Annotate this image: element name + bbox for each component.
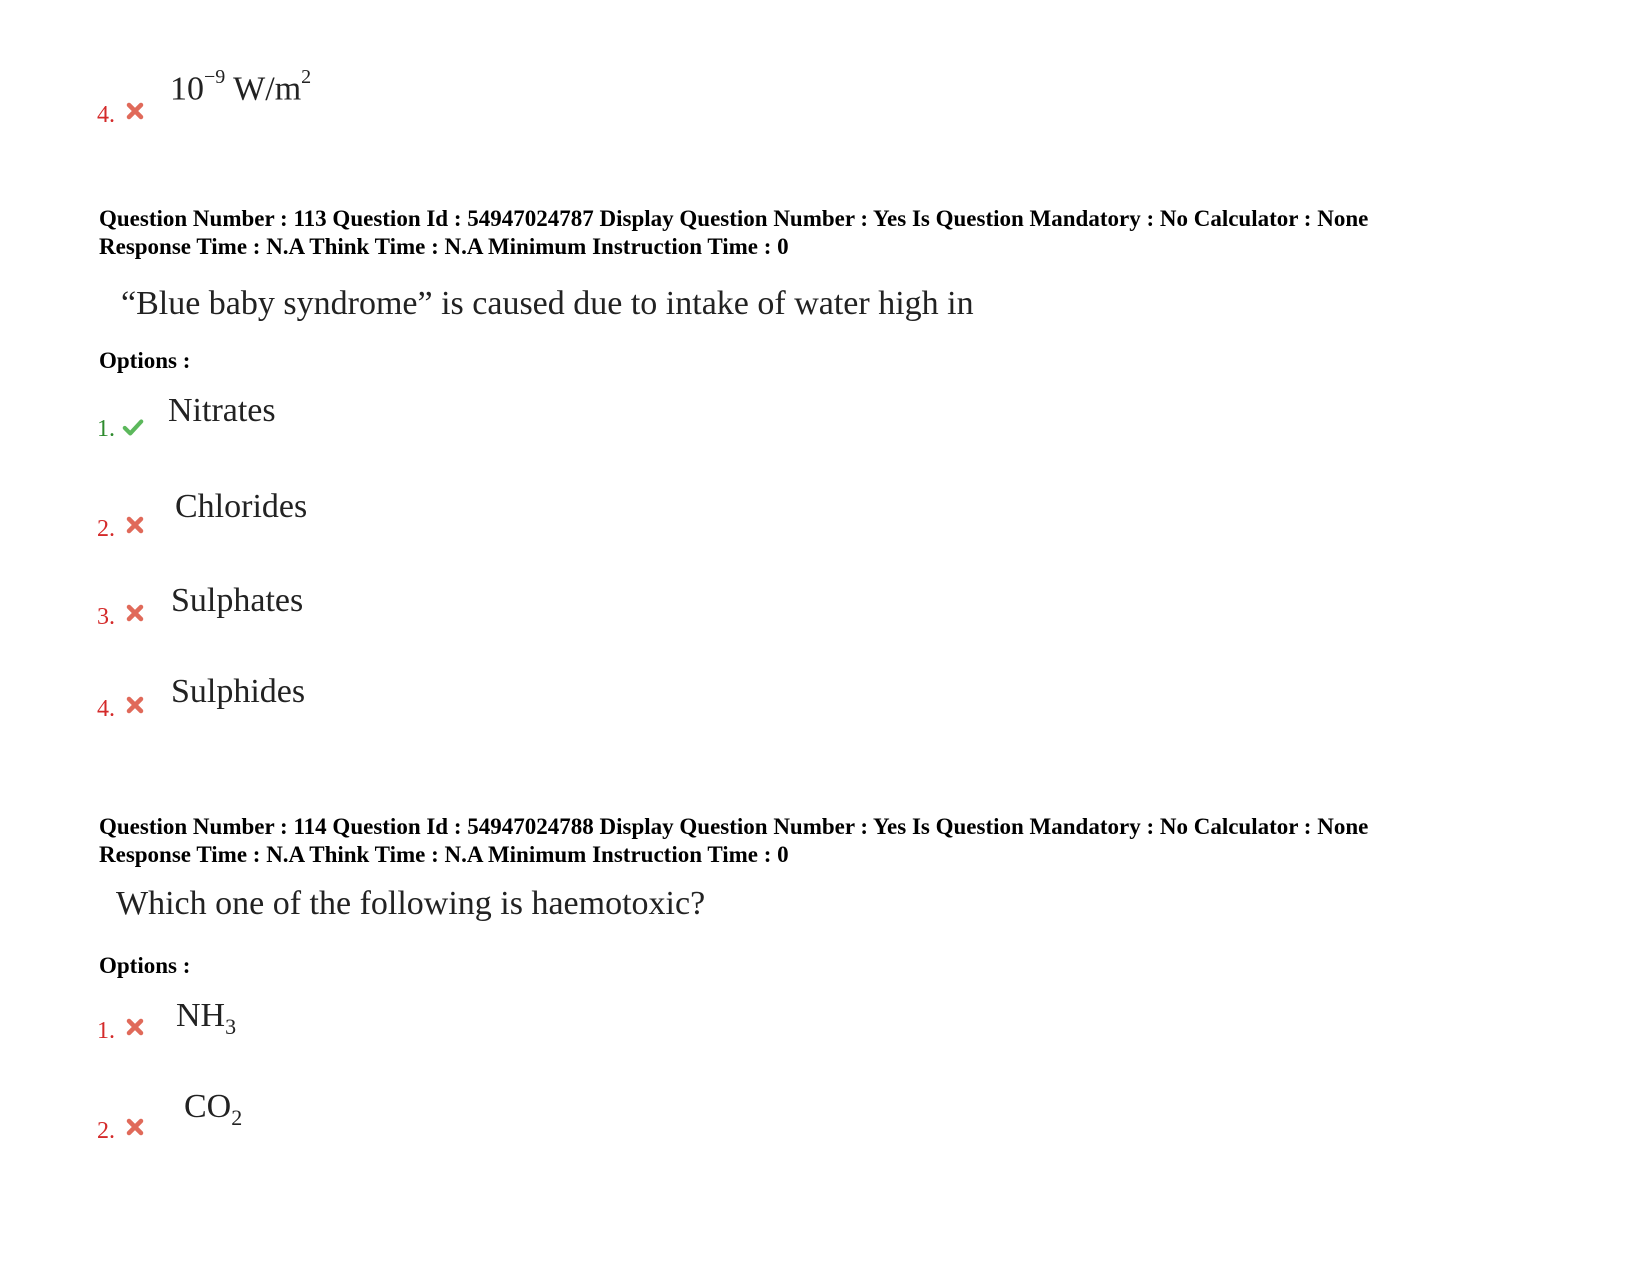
option-text: $NH_3$ <box>176 997 237 1039</box>
option-number: 4. <box>97 102 115 128</box>
option-text: Chlorides <box>175 488 308 525</box>
question-meta-line1: Question Number : 114 Question Id : 54947024788 Display Question Number : Yes Is Question Mandatory : No Calculator : None <box>99 814 1369 839</box>
option-number: 2. <box>97 516 115 542</box>
option-text: Sulphides <box>171 673 306 710</box>
wrong-cross-icon <box>124 694 146 716</box>
wrong-cross-icon <box>124 1116 146 1138</box>
option-text: Sulphates <box>171 582 304 619</box>
wrong-cross-icon <box>124 1016 146 1038</box>
question-meta-line2: Response Time : N.A Think Time : N.A Minimum Instruction Time : 0 <box>99 842 789 867</box>
option-text: Nitrates <box>168 392 276 429</box>
options-label: Options : <box>99 348 191 373</box>
wrong-cross-icon <box>124 514 146 536</box>
option-text: $CO_2$ <box>184 1088 243 1130</box>
option-text: $10^{-9}$ $W/m^2$ <box>170 66 312 108</box>
wrong-cross-icon <box>124 100 146 122</box>
option-number: 1. <box>97 1018 115 1044</box>
question-meta <box>99 813 1368 869</box>
wrong-cross-icon <box>124 602 146 624</box>
question-meta <box>99 205 1368 261</box>
question-text: Which one of the following is haemotoxic? <box>116 885 706 922</box>
option-number: 1. <box>97 416 115 442</box>
question-meta-line1: Question Number : 113 Question Id : 54947024787 Display Question Number : Yes Is Question Mandatory : No Calculator : None <box>99 206 1369 231</box>
correct-check-icon <box>122 416 144 438</box>
option-number: 3. <box>97 604 115 630</box>
option-number: 2. <box>97 1118 115 1144</box>
question-meta-line2: Response Time : N.A Think Time : N.A Minimum Instruction Time : 0 <box>99 234 789 259</box>
option-number: 4. <box>97 696 115 722</box>
options-label: Options : <box>99 953 191 978</box>
question-text: “Blue baby syndrome” is caused due to intake of water high in <box>121 285 974 322</box>
